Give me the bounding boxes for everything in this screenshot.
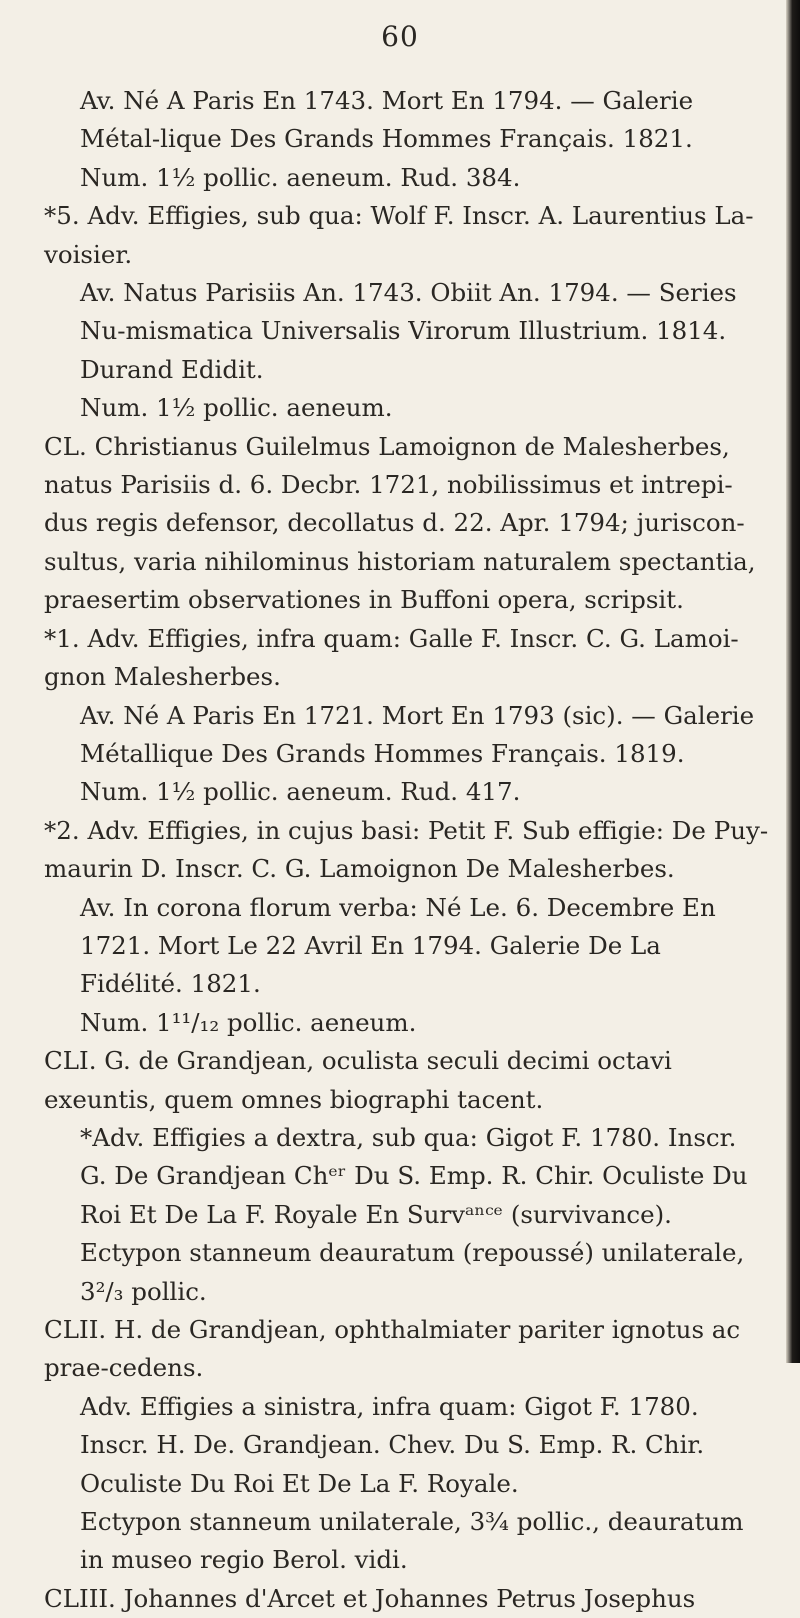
entry-line-9: Num. 1½ pollic. aeneum. Rud. 417. bbox=[80, 777, 521, 807]
entry-line-10: *2. Adv. Effigies, in cujus basi: Petit F. Sub effigie: De Puy-maurin D. Inscr. C. G. Lamoignon De Malesherbes. bbox=[44, 815, 769, 884]
entry-line-7: *1. Adv. Effigies, infra quam: Galle F. Inscr. C. G. Lamoi-gnon Malesherbes. bbox=[44, 623, 739, 692]
entry-line-13: CLI. G. de Grandjean, oculista seculi decimi octavi exeuntis, quem omnes biographi tacent. bbox=[44, 1046, 672, 1114]
page-edge-shadow bbox=[786, 0, 800, 1363]
entry-mark: CLI. bbox=[44, 1046, 97, 1076]
entry-mark: *2. bbox=[44, 815, 80, 845]
entry-line-8: Av. Né A Paris En 1721. Mort En 1793 (sic). — Galerie Métallique Des Grands Hommes Français. 1819. bbox=[80, 700, 755, 768]
entry-line-19: CLIII. Johannes d'Arcet et Johannes Petrus Josephus bbox=[44, 1583, 696, 1613]
entry-mark: CLIII. bbox=[44, 1583, 116, 1613]
entry-line-17: Adv. Effigies a sinistra, infra quam: Gigot F. 1780. Inscr. H. De. Grandjean. Chev. Du S. Emp. R. Chir. Oculiste Du Roi Et De La F. Royale. bbox=[80, 1391, 705, 1498]
entry-mark: *5. bbox=[44, 201, 80, 231]
entry-line-14: *Adv. Effigies a dextra, sub qua: Gigot F. 1780. Inscr. G. De Grandjean Chᵉʳ Du S. Emp. R. Chir. Oculiste Du Roi Et De La F. Royale En Survᵃⁿᶜᵉ (survivance). bbox=[80, 1122, 748, 1229]
entry-line-4: Av. Natus Parisiis An. 1743. Obiit An. 1794. — Series Nu-mismatica Universalis Virorum Illustrium. 1814. Durand Edidit. bbox=[80, 278, 737, 384]
entry-line-11: Av. In corona florum verba: Né Le. 6. Decembre En 1721. Mort Le 22 Avril En 1794. Galerie De La Fidélité. 1821. bbox=[80, 892, 716, 999]
entry-mark: CLII. bbox=[44, 1315, 107, 1344]
page-body bbox=[44, 82, 770, 1618]
entry-line-12: Num. 1¹¹/₁₂ pollic. aeneum. bbox=[80, 1007, 417, 1037]
entry-mark: CL. bbox=[44, 431, 87, 461]
entry-mark: *1. bbox=[44, 623, 80, 653]
entry-line-6: CL. Christianus Guilelmus Lamoignon de Malesherbes, natus Parisiis d. 6. Decbr. 1721, nobilissimus et intrepi-dus regis defensor, decollatus d. 22. Apr. 1794; juriscon-sultus, varia nihilominus historiam naturalem spectantia, praesertim observationes in Buffoni opera, scripsit. bbox=[44, 431, 756, 615]
entry-line-2: Num. 1½ pollic. aeneum. Rud. 384. bbox=[80, 162, 521, 192]
entry-line-16: CLII. H. de Grandjean, ophthalmiater pariter ignotus ac prae-cedens. bbox=[44, 1315, 741, 1383]
entry-line-18: Ectypon stanneum unilaterale, 3¾ pollic., deauratum in museo regio Berol. vidi. bbox=[80, 1507, 744, 1575]
entry-line-15: Ectypon stanneum deauratum (repoussé) unilaterale, 3²/₃ pollic. bbox=[80, 1238, 745, 1306]
entry-line-1: Av. Né A Paris En 1743. Mort En 1794. — Galerie Métal-lique Des Grands Hommes Français. 1821. bbox=[80, 86, 694, 154]
entry-line-5: Num. 1½ pollic. aeneum. bbox=[80, 393, 393, 423]
entry-line-3: *5. Adv. Effigies, sub qua: Wolf F. Inscr. A. Laurentius La-voisier. bbox=[44, 201, 754, 269]
page-number: 60 bbox=[381, 20, 419, 53]
